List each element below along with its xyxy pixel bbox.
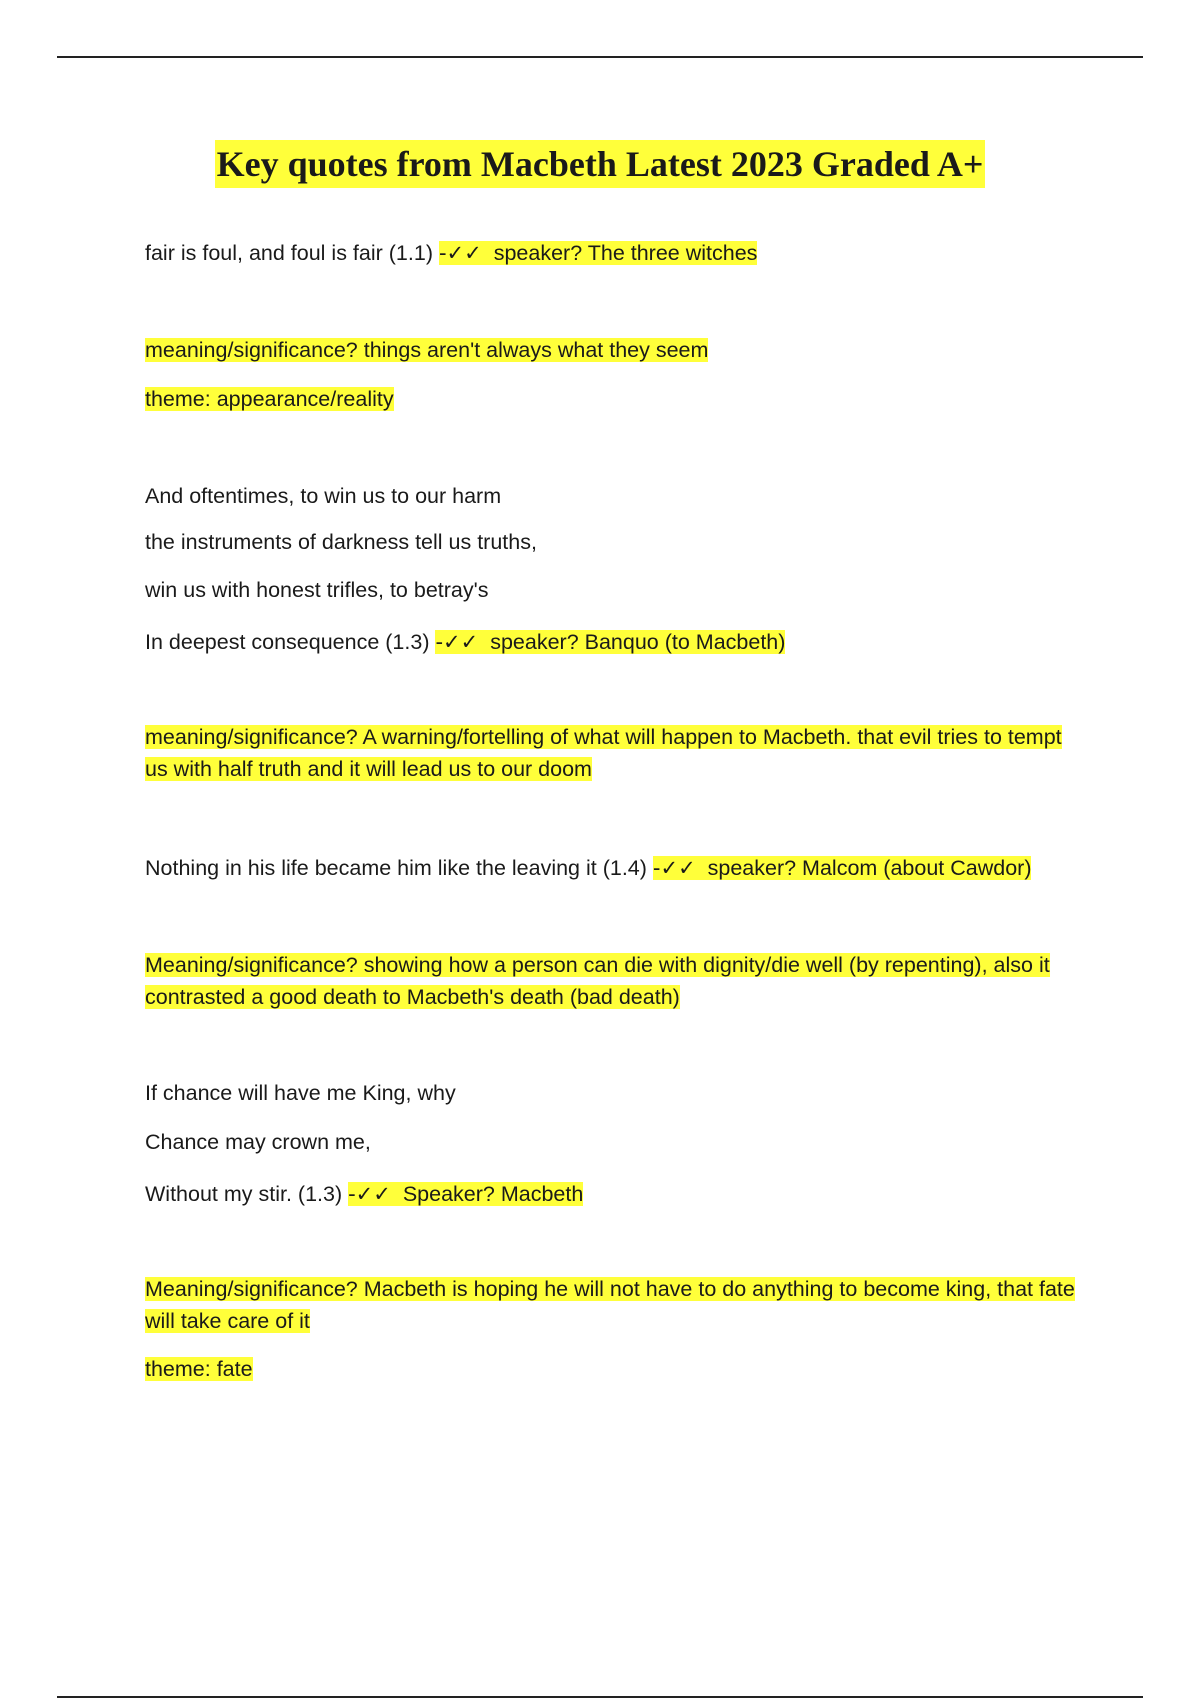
answer-highlight	[348, 1182, 583, 1206]
meaning-text: Meaning/significance? showing how a person can die with dignity/die well (by repenting), also it contrasted a good death to Macbeth's death (bad death)	[145, 953, 1050, 1009]
meaning-line	[145, 721, 1075, 785]
quote-text: Nothing in his life became him like the leaving it (1.4)	[145, 856, 647, 880]
answer-highlight	[653, 856, 1032, 880]
meaning-text: meaning/significance? A warning/fortelling of what will happen to Macbeth. that evil tries to tempt us with half truth and it will lead us to our doom	[145, 725, 1062, 781]
answer-highlight	[435, 630, 785, 654]
quote-text: Without my stir. (1.3)	[145, 1182, 343, 1206]
speaker-text: Speaker? Macbeth	[402, 1182, 584, 1206]
quote-line	[145, 1178, 583, 1210]
quote-line	[145, 852, 1031, 884]
answer-highlight	[439, 241, 757, 265]
quote-line	[145, 626, 785, 658]
speaker-text: speaker? The three witches	[493, 241, 758, 265]
document-title: Key quotes from Macbeth Latest 2023 Graded A+	[215, 140, 986, 188]
meaning-text: Meaning/significance? Macbeth is hoping he will not have to do anything to become king, that fate will take care of it	[145, 1277, 1075, 1333]
quote-text: In deepest consequence (1.3)	[145, 630, 430, 654]
theme-line	[145, 1353, 253, 1385]
quote-line	[145, 526, 537, 558]
quote-line	[145, 1077, 456, 1109]
quote-text: And oftentimes, to win us to our harm	[145, 484, 502, 508]
quote-text: fair is foul, and foul is fair (1.1)	[145, 241, 433, 265]
meaning-line	[145, 334, 708, 366]
check-mark-icon: -✓✓	[348, 1182, 391, 1206]
check-mark-icon: -✓✓	[652, 856, 696, 880]
speaker-text: speaker? Banquo (to Macbeth)	[490, 630, 786, 654]
footer-rule	[57, 1696, 1143, 1698]
quote-text: win us with honest trifles, to betray's	[145, 578, 489, 602]
meaning-line	[145, 1273, 1075, 1337]
quote-line	[145, 574, 488, 606]
check-mark-icon: -✓✓	[435, 630, 479, 654]
meaning-line	[145, 949, 1075, 1013]
check-mark-icon: -✓✓	[438, 241, 482, 265]
quote-text: Chance may crown me,	[145, 1130, 371, 1154]
theme-text: theme: appearance/reality	[145, 387, 394, 411]
header-rule	[57, 56, 1143, 58]
meaning-text: meaning/significance? things aren't always what they seem	[145, 338, 709, 362]
title-block	[0, 140, 1200, 188]
quote-line	[145, 1126, 371, 1158]
quote-line	[145, 237, 757, 269]
speaker-text: speaker? Malcom (about Cawdor)	[707, 856, 1032, 880]
quote-text: If chance will have me King, why	[145, 1081, 456, 1105]
theme-line	[145, 383, 394, 415]
quote-text: the instruments of darkness tell us truths,	[145, 530, 537, 554]
theme-text: theme: fate	[145, 1357, 253, 1381]
quote-line	[145, 480, 501, 512]
